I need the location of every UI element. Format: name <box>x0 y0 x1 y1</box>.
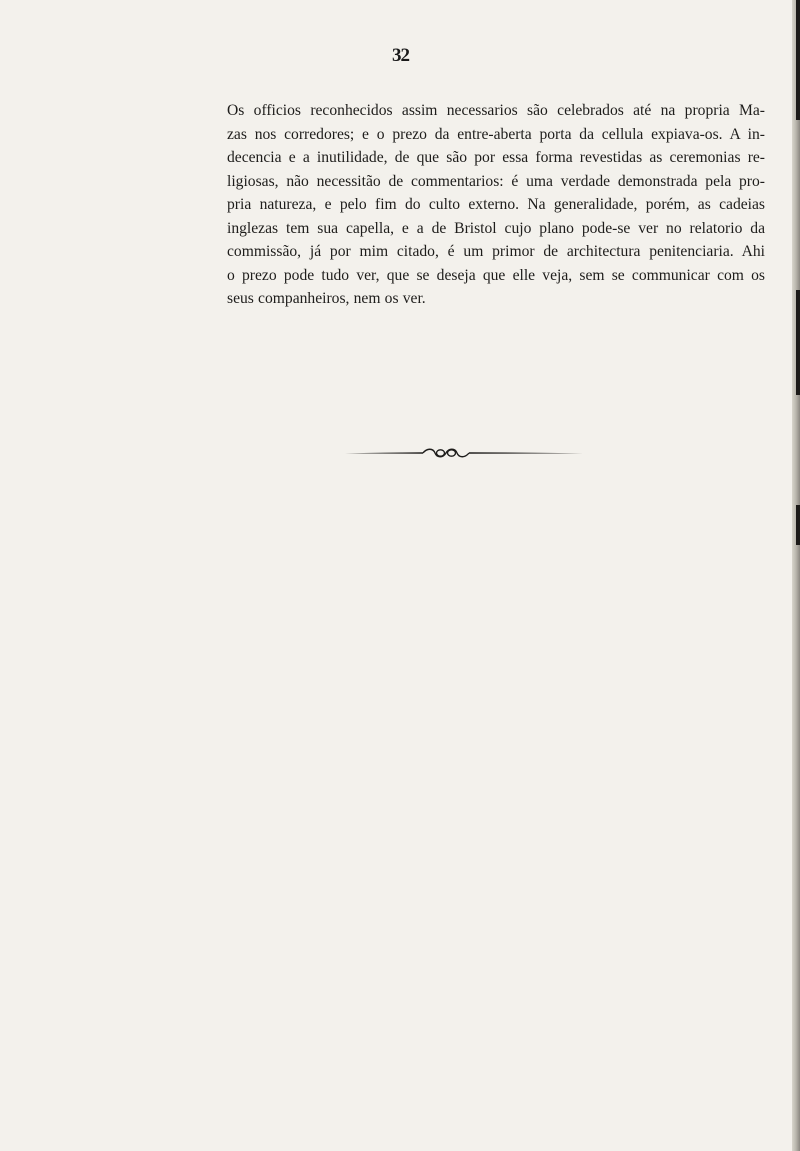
text-line: pria natureza, e pelo fim do culto externo. Na generalidade, porém, as cadeias <box>227 196 765 213</box>
tailpiece-ornament-icon <box>345 447 583 459</box>
text-line: inglezas tem sua capella, e a de Bristol cujo plano pode-se ver no relatorio da <box>227 219 765 237</box>
body-paragraph <box>213 99 765 311</box>
page-number: 32 <box>392 45 409 66</box>
text-line: decencia e a inutilidade, de que são por essa forma revestidas as ceremonias re- <box>227 149 765 166</box>
page-edge <box>792 0 800 1151</box>
text-line: Os officios reconhecidos assim necessarios são celebrados até na propria Ma- <box>227 102 765 119</box>
text-line: o prezo pode tudo ver, que se deseja que elle veja, sem se communicar com os <box>227 266 765 284</box>
page-edge-shadow <box>796 505 800 545</box>
page-edge-shadow <box>796 290 800 395</box>
page-edge-shadow <box>796 0 800 120</box>
text-line: zas nos corredores; e o prezo da entre-aberta porta da cellula expiava-os. A in- <box>227 125 765 143</box>
text-line: ligiosas, não necessitão de commentarios: é uma verdade demonstrada pela pro- <box>227 172 765 190</box>
text-line: seus companheiros, nem os ver. <box>227 290 426 307</box>
text-line: commissão, já por mim citado, é um primor de architectura penitenciaria. Ahi <box>227 243 765 260</box>
